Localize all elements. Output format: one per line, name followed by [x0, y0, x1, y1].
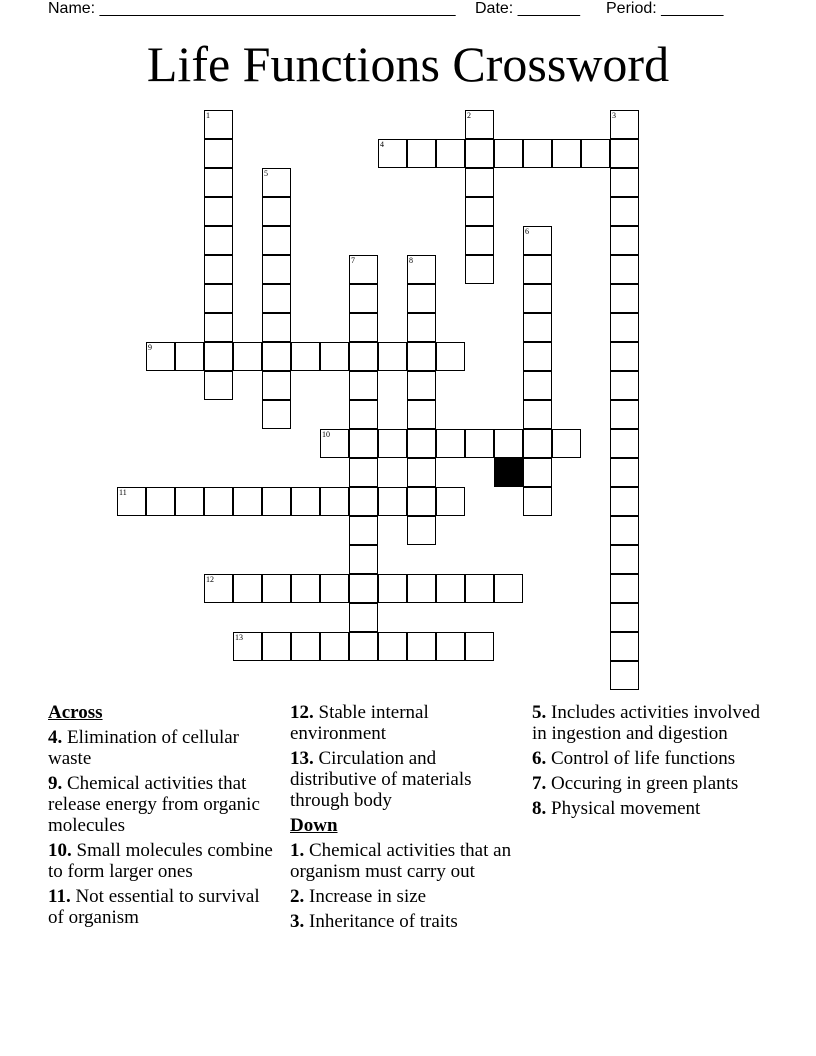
crossword-cell[interactable] — [407, 284, 436, 313]
crossword-cell[interactable] — [407, 458, 436, 487]
crossword-cell[interactable] — [465, 197, 494, 226]
crossword-cell[interactable] — [610, 168, 639, 197]
crossword-cell[interactable] — [610, 574, 639, 603]
crossword-cell[interactable] — [349, 545, 378, 574]
crossword-cell[interactable] — [465, 168, 494, 197]
crossword-cell[interactable] — [262, 284, 291, 313]
crossword-cell[interactable] — [349, 400, 378, 429]
crossword-cell[interactable] — [407, 632, 436, 661]
crossword-cell[interactable] — [407, 371, 436, 400]
clue-item — [48, 727, 273, 769]
crossword-cell[interactable] — [523, 371, 552, 400]
clue-text: Control of life functions — [546, 748, 736, 769]
crossword-cell[interactable] — [349, 371, 378, 400]
clue-number: 3 — [612, 111, 616, 120]
crossword-cell[interactable] — [349, 487, 378, 516]
crossword-cell[interactable] — [146, 487, 175, 516]
crossword-cell[interactable] — [262, 342, 291, 371]
clue-number-label: 5. — [532, 702, 547, 723]
crossword-cell[interactable] — [610, 371, 639, 400]
clue-item — [290, 702, 518, 744]
clue-item — [48, 773, 273, 836]
crossword-cell[interactable] — [291, 632, 320, 661]
clue-number: 9 — [148, 343, 152, 352]
crossword-cell[interactable] — [204, 371, 233, 400]
crossword-cell[interactable] — [465, 110, 494, 139]
crossword-cell[interactable] — [465, 139, 494, 168]
clue-item — [532, 773, 772, 794]
crossword-cell[interactable] — [407, 400, 436, 429]
crossword-cell[interactable] — [581, 139, 610, 168]
clue-text: Increase in size — [304, 886, 427, 907]
crossword-cell[interactable] — [320, 342, 349, 371]
crossword-cell[interactable] — [378, 574, 407, 603]
clue-number-label: 1. — [290, 840, 305, 861]
clue-number: 5 — [264, 169, 268, 178]
crossword-cell[interactable] — [407, 429, 436, 458]
clue-number: 12 — [206, 575, 214, 584]
date-field[interactable]: Date: _______ — [475, 0, 580, 17]
clue-number: 7 — [351, 256, 355, 265]
clue-number: 1 — [206, 111, 210, 120]
crossword-cell[interactable] — [523, 284, 552, 313]
crossword-cell[interactable] — [523, 487, 552, 516]
clue-item — [290, 748, 518, 811]
crossword-cell[interactable] — [320, 632, 349, 661]
crossword-cell[interactable] — [494, 429, 523, 458]
crossword-cell[interactable] — [262, 632, 291, 661]
clue-number-label: 4. — [48, 727, 63, 748]
crossword-cell[interactable] — [610, 342, 639, 371]
crossword-cell[interactable] — [494, 139, 523, 168]
crossword-cell[interactable] — [262, 226, 291, 255]
crossword-cell[interactable] — [349, 255, 378, 284]
crossword-cell[interactable] — [204, 255, 233, 284]
crossword-cell[interactable] — [320, 574, 349, 603]
clue-number-label: 3. — [290, 911, 305, 932]
crossword-cell[interactable] — [523, 400, 552, 429]
crossword-cell[interactable] — [523, 458, 552, 487]
clue-number-label: 7. — [532, 773, 547, 794]
crossword-cell[interactable] — [552, 429, 581, 458]
crossword-cell[interactable] — [465, 255, 494, 284]
clue-number-label: 2. — [290, 886, 305, 907]
crossword-cell[interactable] — [262, 168, 291, 197]
crossword-cell[interactable] — [436, 632, 465, 661]
clue-text: Small molecules combine to form larger ones — [48, 840, 273, 882]
clue-text: Circulation and distributive of materials through body — [290, 748, 472, 811]
crossword-cell[interactable] — [610, 603, 639, 632]
crossword-cell[interactable] — [349, 603, 378, 632]
crossword-cell[interactable] — [349, 284, 378, 313]
crossword-cell[interactable] — [204, 574, 233, 603]
clue-item — [290, 911, 518, 932]
crossword-cell[interactable] — [436, 429, 465, 458]
clue-number: 11 — [119, 488, 127, 497]
crossword-cell[interactable] — [407, 342, 436, 371]
clue-number: 10 — [322, 430, 330, 439]
clue-number: 2 — [467, 111, 471, 120]
crossword-cell[interactable] — [262, 487, 291, 516]
crossword-cell[interactable] — [436, 574, 465, 603]
crossword-cell[interactable] — [233, 342, 262, 371]
crossword-cell[interactable] — [349, 632, 378, 661]
clue-text: Physical movement — [546, 798, 701, 819]
crossword-cell[interactable] — [204, 139, 233, 168]
crossword-cell[interactable] — [233, 487, 262, 516]
crossword-cell[interactable] — [262, 197, 291, 226]
crossword-cell[interactable] — [204, 342, 233, 371]
crossword-cell[interactable] — [407, 313, 436, 342]
crossword-cell[interactable] — [349, 574, 378, 603]
crossword-cell[interactable] — [610, 429, 639, 458]
clue-text: Stable internal environment — [290, 702, 429, 744]
down-heading: Down — [290, 815, 338, 836]
crossword-cell[interactable] — [610, 661, 639, 690]
crossword-cell[interactable] — [175, 342, 204, 371]
crossword-cell[interactable] — [494, 574, 523, 603]
clue-item — [290, 886, 518, 907]
crossword-cell[interactable] — [204, 197, 233, 226]
crossword-cell[interactable] — [262, 255, 291, 284]
crossword-cell[interactable] — [610, 313, 639, 342]
across-heading: Across — [48, 702, 103, 723]
crossword-cell[interactable] — [378, 429, 407, 458]
crossword-cell[interactable] — [378, 487, 407, 516]
clue-item — [532, 748, 772, 769]
crossword-cell[interactable] — [349, 342, 378, 371]
crossword-cell[interactable] — [320, 429, 349, 458]
crossword-cell[interactable] — [610, 226, 639, 255]
crossword-cell[interactable] — [204, 313, 233, 342]
crossword-cell[interactable] — [523, 429, 552, 458]
crossword-cell[interactable] — [610, 487, 639, 516]
clues-column-3 — [532, 702, 772, 823]
crossword-cell[interactable] — [610, 284, 639, 313]
crossword-cell[interactable] — [204, 226, 233, 255]
crossword-cell[interactable] — [523, 342, 552, 371]
clues-column-1 — [48, 702, 273, 932]
crossword-cell[interactable] — [610, 400, 639, 429]
page-title: Life Functions Crossword — [146, 36, 670, 92]
clue-number-label: 6. — [532, 748, 547, 769]
clue-item — [290, 840, 518, 882]
crossword-cell[interactable] — [291, 574, 320, 603]
crossword-cell[interactable] — [349, 429, 378, 458]
clue-text: Includes activities involved in ingestion and digestion — [532, 702, 760, 744]
clue-number-label: 13. — [290, 748, 314, 769]
crossword-cell[interactable] — [233, 632, 262, 661]
clue-item — [48, 840, 273, 882]
crossword-cell[interactable] — [291, 342, 320, 371]
crossword-cell[interactable] — [610, 255, 639, 284]
clue-text: Not essential to survival of organism — [48, 886, 260, 928]
crossword-cell[interactable] — [436, 487, 465, 516]
name-field[interactable]: Name: ________________________________________ — [48, 0, 456, 17]
period-field[interactable]: Period: _______ — [606, 0, 724, 17]
crossword-cell[interactable] — [523, 139, 552, 168]
crossword-cell[interactable] — [320, 487, 349, 516]
crossword-cell[interactable] — [349, 313, 378, 342]
clues-column-2 — [290, 702, 518, 936]
clue-item — [48, 886, 273, 928]
crossword-cell[interactable] — [610, 516, 639, 545]
crossword-cell[interactable] — [407, 255, 436, 284]
clue-text: Chemical activities that release energy from organic molecules — [48, 773, 260, 836]
crossword-cell[interactable] — [175, 487, 204, 516]
clue-item — [532, 798, 772, 819]
crossword-cell[interactable] — [610, 458, 639, 487]
crossword-cell[interactable] — [465, 632, 494, 661]
crossword-cell[interactable] — [465, 429, 494, 458]
crossword-cell[interactable] — [610, 110, 639, 139]
black-square — [494, 458, 523, 487]
crossword-cell[interactable] — [262, 400, 291, 429]
clue-number-label: 9. — [48, 773, 63, 794]
crossword-cell[interactable] — [378, 139, 407, 168]
clue-text: Elimination of cellular waste — [48, 727, 240, 769]
crossword-cell[interactable] — [436, 342, 465, 371]
crossword-cell[interactable] — [204, 110, 233, 139]
clue-number-label: 8. — [532, 798, 547, 819]
crossword-cell[interactable] — [610, 139, 639, 168]
crossword-cell[interactable] — [407, 487, 436, 516]
clue-number-label: 11. — [48, 886, 71, 907]
crossword-cell[interactable] — [204, 487, 233, 516]
clue-number-label: 12. — [290, 702, 314, 723]
clue-number: 6 — [525, 227, 529, 236]
crossword-cell[interactable] — [610, 197, 639, 226]
crossword-cell[interactable] — [291, 487, 320, 516]
crossword-cell[interactable] — [204, 168, 233, 197]
crossword-cell[interactable] — [523, 255, 552, 284]
crossword-cell[interactable] — [407, 574, 436, 603]
crossword-cell[interactable] — [378, 342, 407, 371]
crossword-cell[interactable] — [262, 574, 291, 603]
clue-number-label: 10. — [48, 840, 72, 861]
crossword-cell[interactable] — [523, 226, 552, 255]
crossword-cell[interactable] — [349, 516, 378, 545]
crossword-cell[interactable] — [146, 342, 175, 371]
crossword-cell[interactable] — [117, 487, 146, 516]
crossword-cell[interactable] — [233, 574, 262, 603]
crossword-cell[interactable] — [262, 313, 291, 342]
crossword-cell[interactable] — [204, 284, 233, 313]
clue-item — [532, 702, 772, 744]
crossword-cell[interactable] — [349, 458, 378, 487]
clue-text: Inheritance of traits — [304, 911, 458, 932]
crossword-cell[interactable] — [610, 632, 639, 661]
crossword-cell[interactable] — [610, 545, 639, 574]
crossword-cell[interactable] — [436, 139, 465, 168]
crossword-cell[interactable] — [523, 313, 552, 342]
crossword-cell[interactable] — [552, 139, 581, 168]
clue-text: Chemical activities that an organism must carry out — [290, 840, 512, 882]
crossword-cell[interactable] — [465, 574, 494, 603]
crossword-cell[interactable] — [465, 226, 494, 255]
clue-number: 8 — [409, 256, 413, 265]
clue-number: 4 — [380, 140, 384, 149]
crossword-cell[interactable] — [407, 516, 436, 545]
clue-number: 13 — [235, 633, 243, 642]
crossword-cell[interactable] — [262, 371, 291, 400]
clue-text: Occuring in green plants — [546, 773, 739, 794]
crossword-cell[interactable] — [378, 632, 407, 661]
crossword-cell[interactable] — [407, 139, 436, 168]
